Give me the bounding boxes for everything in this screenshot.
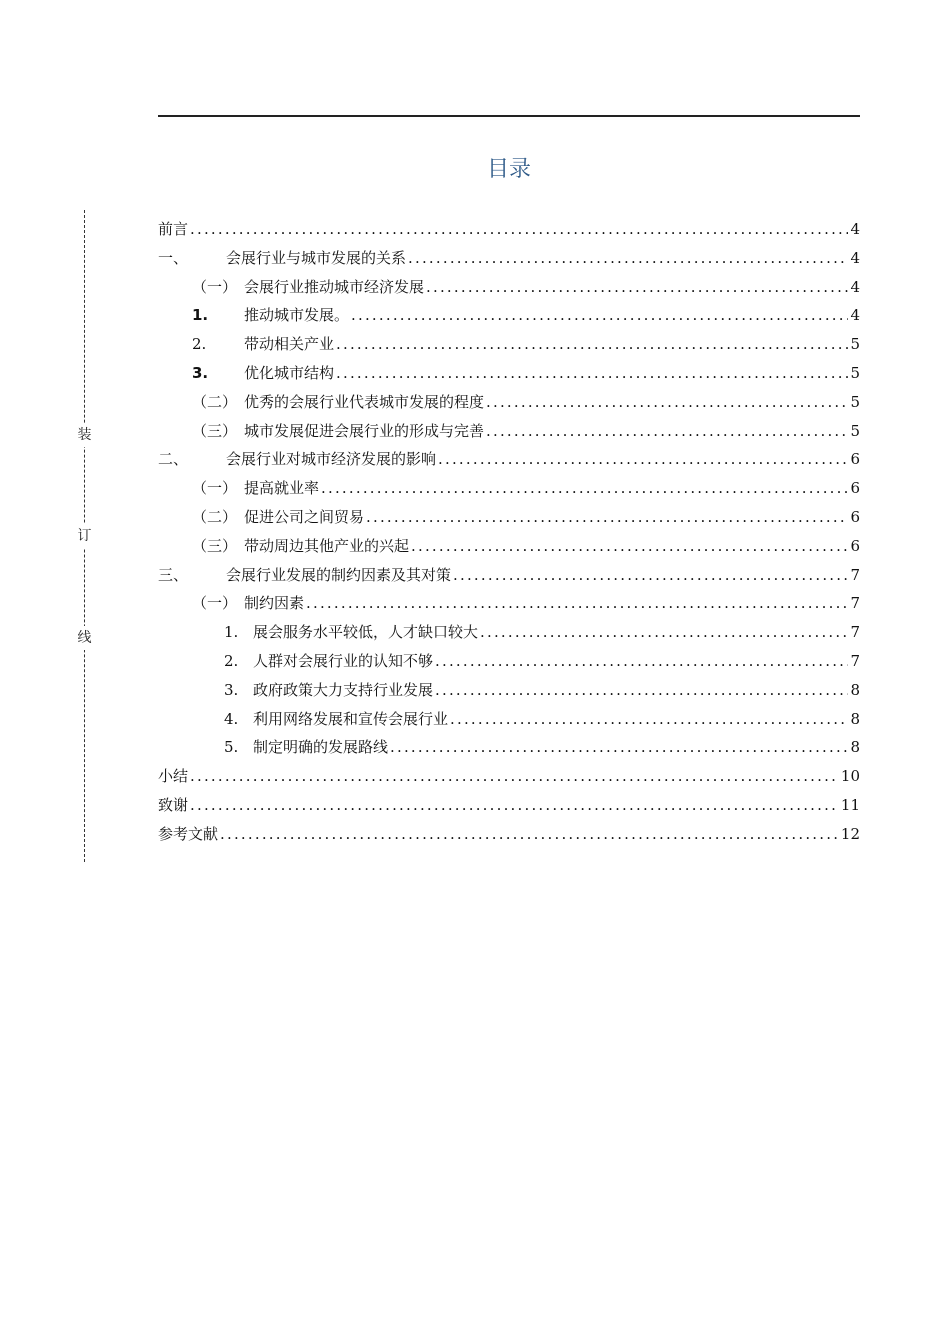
toc-entry-label: 会展行业对城市经济发展的影响 [226,450,437,469]
toc-entry-number: 一、 [158,248,189,267]
toc-entry-label: 致谢 [158,795,189,814]
toc-entry-page-number: 5 [850,392,860,411]
toc-entry-label: 展会服务水平较低，人才缺口较大 [253,623,479,642]
toc-entry[interactable] [158,589,860,618]
toc-entry[interactable] [158,215,860,244]
toc-entry-label: 利用网络发展和宣传会展行业 [253,709,449,728]
toc-entry-number: 1. [192,306,209,325]
toc-entry-label: 推动城市发展。 [244,306,350,325]
toc-entry[interactable] [158,676,860,705]
toc-entry-page-number: 12 [840,824,860,843]
toc-entry[interactable] [158,762,860,791]
toc-entry[interactable] [158,301,860,330]
toc-entry[interactable] [158,791,860,820]
toc-entry-number: 3. [192,363,209,382]
binding-label-xian: 线 [76,626,93,650]
toc-entry-label: 优化城市结构 [244,363,335,382]
toc-entry-page-number: 4 [850,220,860,238]
toc-entry-number: 二、 [158,450,189,469]
toc-entry[interactable] [158,561,860,590]
dot-leader [408,244,848,273]
toc-entry[interactable] [158,244,860,273]
dot-leader [366,503,848,532]
toc-entry-label: 提高就业率 [244,479,320,498]
dot-leader [438,445,848,474]
header-rule [158,115,860,117]
toc-entry-page-number: 11 [840,795,860,814]
toc-entry-label: 制定明确的发展路线 [253,738,389,757]
toc-entry-label: 会展行业与城市发展的关系 [226,248,407,267]
toc-entry[interactable] [158,733,860,762]
dot-leader [435,647,848,676]
toc-entry[interactable] [158,503,860,532]
toc-entry-number: （一） [192,479,238,498]
dot-leader [306,589,848,618]
toc-entry[interactable] [158,705,860,734]
toc-entry-page-number: 6 [850,536,860,555]
toc-entry[interactable] [158,820,860,849]
toc-entry-label: 小结 [158,767,189,786]
toc-entry-page-number: 4 [850,306,860,325]
toc-entry-page-number: 6 [850,479,860,498]
dot-leader [480,618,848,647]
toc-entry-page-number: 7 [850,651,860,670]
toc-entry-number: 5. [224,738,239,757]
dot-leader [450,705,848,734]
toc-entry-label: 制约因素 [244,594,305,613]
toc-entry-page-number: 4 [850,248,860,267]
toc-entry-label: 会展行业发展的制约因素及其对策 [226,565,452,584]
toc-entry-label: 带动相关产业 [244,335,335,354]
toc-entry-label: 会展行业推动城市经济发展 [244,277,425,296]
toc-entry-number: 2. [192,335,207,354]
toc-entry-page-number: 7 [850,623,860,642]
dot-leader [435,676,848,705]
toc-entry[interactable] [158,359,860,388]
toc-entry[interactable] [158,417,860,446]
toc-entry-number: 三、 [158,565,189,584]
dot-leader [426,273,848,302]
dot-leader [411,532,848,561]
dot-leader [390,733,848,762]
toc-entry-number: 2. [224,651,239,670]
toc-entry-number: （三） [192,421,238,440]
dot-leader [336,359,848,388]
dot-leader [190,762,839,791]
toc-entry[interactable] [158,647,860,676]
dot-leader [486,388,848,417]
toc-entry-number: 1. [224,623,239,642]
toc-entry-page-number: 7 [850,565,860,584]
toc-entry[interactable] [158,532,860,561]
toc-entry[interactable] [158,388,860,417]
toc-entry-page-number: 5 [850,363,860,382]
toc-entry-number: （二） [192,392,238,411]
toc-entry-number: 3. [224,680,239,699]
toc-entry-page-number: 6 [850,507,860,526]
toc-entry-label: 促进公司之间贸易 [244,507,365,526]
dot-leader [220,820,839,849]
toc-entry-label: 带动周边其他产业的兴起 [244,536,410,555]
dot-leader [321,474,848,503]
dot-leader [351,301,848,330]
toc-entry-label: 人群对会展行业的认知不够 [253,651,434,670]
toc-entry[interactable] [158,273,860,302]
toc-entry-number: 4. [224,709,239,728]
toc-entry-number: （三） [192,536,238,555]
toc-entry-page-number: 8 [850,709,860,728]
dot-leader [486,417,848,446]
toc-entry-page-number: 8 [850,680,860,699]
table-of-contents [158,215,860,849]
toc-entry-page-number: 4 [850,277,860,296]
dot-leader [453,561,848,590]
dot-leader [336,330,848,359]
toc-entry-number: （二） [192,507,238,526]
toc-entry[interactable] [158,618,860,647]
toc-entry-label: 前言 [158,220,189,238]
toc-entry-page-number: 8 [850,738,860,757]
dot-leader [190,791,839,820]
toc-entry[interactable] [158,474,860,503]
toc-entry-page-number: 5 [850,421,860,440]
toc-entry-number: （一） [192,594,238,613]
binding-label-zhuang: 装 [76,423,93,447]
toc-entry-label: 参考文献 [158,824,219,843]
toc-entry-label: 政府政策大力支持行业发展 [253,680,434,699]
toc-entry[interactable] [158,445,860,474]
page-title: 目录 [486,157,531,182]
toc-entry-label: 优秀的会展行业代表城市发展的程度 [244,392,485,411]
toc-entry-label: 城市发展促进会展行业的形成与完善 [244,421,485,440]
toc-entry-page-number: 5 [850,335,860,354]
toc-entry-page-number: 10 [840,767,860,786]
toc-entry-page-number: 6 [850,450,860,469]
toc-entry-page-number: 7 [850,594,860,613]
toc-entry-number: （一） [192,277,238,296]
binding-label-ding: 订 [76,524,93,548]
toc-entry[interactable] [158,330,860,359]
dot-leader [190,215,848,244]
